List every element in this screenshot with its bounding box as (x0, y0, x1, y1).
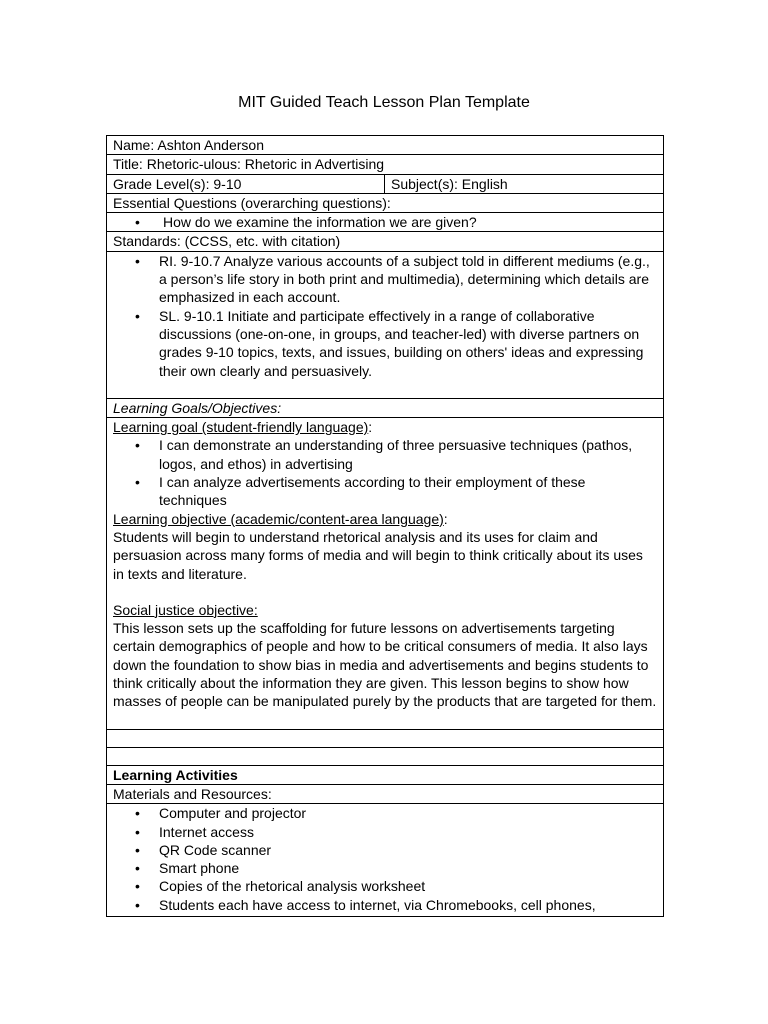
learning-objective-text: Students will begin to understand rhetorical analysis and its uses for claim and persuasion across many forms of media and will begin to think critically about its uses in texts and literature. (113, 528, 643, 582)
title-row (107, 155, 664, 174)
list-item: • Smart phone (113, 859, 657, 877)
list-item: • How do we examine the information we are given? (113, 213, 657, 231)
list-item: • Internet access (113, 823, 657, 841)
grade-level-cell: Grade Level(s): 9-10 (107, 174, 385, 193)
standards-list (113, 252, 657, 380)
list-item: • I can demonstrate an understanding of three persuasive techniques (pathos, logos, and ethos) in advertising (113, 436, 657, 473)
learning-goals-list (113, 436, 657, 509)
subject-cell: Subject(s): English (385, 174, 664, 193)
learning-objective-heading (113, 510, 657, 528)
empty-cell (107, 729, 664, 747)
list-item: • Copies of the rhetorical analysis worksheet (113, 877, 657, 895)
materials-cell (107, 804, 664, 917)
materials-row (107, 804, 664, 917)
standards-label-row (107, 232, 664, 251)
list-item: • Computer and projector (113, 804, 657, 822)
empty-row (107, 747, 664, 765)
essential-questions-row (107, 213, 664, 232)
standards-row (107, 251, 664, 398)
learning-objective-colon: : (443, 510, 448, 527)
social-justice-text: This lesson sets up the scaffolding for future lessons on advertisements targeting certain demographics of people and how to be critical consumers of media. It also lays down the foundation to show bias in media and advertisements and begins students to think critically about the information they are given. This lesson begins to show how masses of people can be manipulated purely by the products that are targeted for them. (113, 620, 657, 710)
essential-questions-label: Essential Questions (overarching questions): (107, 193, 664, 212)
essential-questions-label-row (107, 193, 664, 212)
learning-goals-cell (107, 418, 664, 729)
materials-label-row (107, 784, 664, 803)
lesson-plan-table (106, 135, 664, 917)
learning-goal-label: Learning goal (student-friendly language) (113, 419, 369, 436)
list-item: • Students each have access to internet, via Chromebooks, cell phones, (113, 896, 657, 914)
essential-questions-list (113, 213, 657, 231)
learning-goals-label-row (107, 398, 664, 417)
materials-label: Materials and Resources: (107, 784, 664, 803)
standards-cell (107, 251, 664, 398)
name-cell: Name: Ashton Anderson (107, 136, 664, 155)
empty-cell (107, 747, 664, 765)
list-item: • QR Code scanner (113, 841, 657, 859)
learning-objective-label: Learning objective (academic/content-area language) (113, 510, 444, 527)
list-item: • RI. 9-10.7 Analyze various accounts of a subject told in different mediums (e.g., a person’s life story in both print and multimedia), determining which details are emphasized in each account. (113, 252, 657, 307)
list-item: • I can analyze advertisements according to their employment of these techniques (113, 473, 657, 510)
empty-row (107, 729, 664, 747)
document-title: MIT Guided Teach Lesson Plan Template (238, 94, 530, 111)
social-justice-label: Social justice objective: (113, 601, 258, 618)
learning-goal-heading (113, 418, 657, 436)
lesson-title-cell: Title: Rhetoric-ulous: Rhetoric in Advertising (107, 155, 664, 174)
spacer (113, 583, 657, 601)
essential-questions-cell (107, 213, 664, 232)
learning-activities-label: Learning Activities (107, 765, 664, 784)
list-item: • SL. 9-10.1 Initiate and participate effectively in a range of collaborative discussions (one-on-one, in groups, and teacher-led) with diverse partners on grades 9-10 topics, texts, and issues, building on others' ideas and expressing their own clearly and persuasively. (113, 307, 657, 380)
standards-label: Standards: (CCSS, etc. with citation) (107, 232, 664, 251)
learning-goals-label: Learning Goals/Objectives: (107, 398, 664, 417)
learning-goals-row (107, 418, 664, 729)
learning-goal-colon: : (368, 419, 373, 436)
name-row (107, 136, 664, 155)
learning-activities-label-row (107, 765, 664, 784)
materials-list (113, 804, 657, 914)
grade-subject-row (107, 174, 664, 193)
